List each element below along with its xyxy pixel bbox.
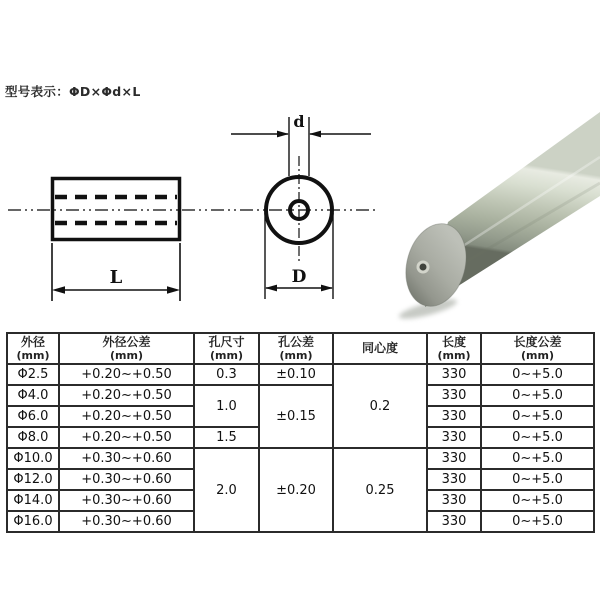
table-cell: Φ14.0 bbox=[7, 490, 59, 511]
table-cell: 0~+5.0 bbox=[481, 490, 594, 511]
spec-table-container bbox=[6, 332, 595, 533]
table-cell: Φ8.0 bbox=[7, 427, 59, 448]
table-cell: +0.20~+0.50 bbox=[59, 385, 194, 406]
table-row bbox=[7, 364, 594, 385]
table-cell: 0.25 bbox=[333, 448, 427, 532]
table-cell: 330 bbox=[427, 406, 481, 427]
table-cell: Φ12.0 bbox=[7, 469, 59, 490]
side-view-drawing bbox=[8, 179, 375, 302]
table-cell: 330 bbox=[427, 490, 481, 511]
column-header: 外径公差 (mm) bbox=[59, 333, 194, 364]
model-format-label: 型号表示：ΦD×Φd×L bbox=[5, 84, 141, 99]
table-cell: ±0.15 bbox=[259, 385, 333, 448]
table-cell: Φ6.0 bbox=[7, 406, 59, 427]
table-cell: +0.30~+0.60 bbox=[59, 448, 194, 469]
table-cell: 0~+5.0 bbox=[481, 406, 594, 427]
table-cell: 0.2 bbox=[333, 364, 427, 448]
table-cell: 0~+5.0 bbox=[481, 427, 594, 448]
table-row bbox=[7, 448, 594, 469]
table-cell: ±0.20 bbox=[259, 448, 333, 532]
dd-dimension-label: D bbox=[291, 267, 307, 287]
table-cell: 0~+5.0 bbox=[481, 364, 594, 385]
table-cell: +0.20~+0.50 bbox=[59, 427, 194, 448]
table-cell: Φ4.0 bbox=[7, 385, 59, 406]
table-cell: 330 bbox=[427, 385, 481, 406]
table-cell: +0.20~+0.50 bbox=[59, 364, 194, 385]
column-header: 孔尺寸 (mm) bbox=[194, 333, 259, 364]
table-cell: 0~+5.0 bbox=[481, 511, 594, 532]
column-header: 孔公差 (mm) bbox=[259, 333, 333, 364]
column-header: 同心度 bbox=[333, 333, 427, 364]
table-cell: 330 bbox=[427, 364, 481, 385]
table-cell: 0~+5.0 bbox=[481, 448, 594, 469]
center-hole bbox=[420, 264, 427, 271]
table-cell: 2.0 bbox=[194, 448, 259, 532]
column-header: 外径 (mm) bbox=[7, 333, 59, 364]
table-cell: +0.20~+0.50 bbox=[59, 406, 194, 427]
table-cell: 1.0 bbox=[194, 385, 259, 427]
table-cell: 330 bbox=[427, 511, 481, 532]
table-cell: 0~+5.0 bbox=[481, 469, 594, 490]
d-dimension-label: d bbox=[293, 112, 305, 131]
l-dimension-label: L bbox=[109, 267, 123, 288]
table-cell: 330 bbox=[427, 427, 481, 448]
table-cell: Φ2.5 bbox=[7, 364, 59, 385]
table-cell: +0.30~+0.60 bbox=[59, 490, 194, 511]
table-cell: Φ10.0 bbox=[7, 448, 59, 469]
table-cell: +0.30~+0.60 bbox=[59, 511, 194, 532]
table-cell: Φ16.0 bbox=[7, 511, 59, 532]
d-arrow-right bbox=[309, 131, 321, 138]
l-arrow-left bbox=[52, 286, 65, 293]
table-cell: 0~+5.0 bbox=[481, 385, 594, 406]
spec-table bbox=[6, 332, 595, 533]
front-view-drawing bbox=[231, 112, 371, 299]
column-header: 长度 (mm) bbox=[427, 333, 481, 364]
d-arrow-left bbox=[277, 131, 289, 138]
table-cell: 0.3 bbox=[194, 364, 259, 385]
dd-arrow-left bbox=[265, 285, 277, 292]
table-cell: ±0.10 bbox=[259, 364, 333, 385]
table-cell: 330 bbox=[427, 469, 481, 490]
product-photo-rod bbox=[397, 112, 600, 323]
l-arrow-right bbox=[167, 286, 180, 293]
dd-arrow-right bbox=[321, 285, 333, 292]
table-cell: +0.30~+0.60 bbox=[59, 469, 194, 490]
table-row bbox=[7, 385, 594, 406]
table-cell: 1.5 bbox=[194, 427, 259, 448]
table-cell: 330 bbox=[427, 448, 481, 469]
tube-outline bbox=[53, 179, 180, 240]
column-header: 长度公差 (mm) bbox=[481, 333, 594, 364]
